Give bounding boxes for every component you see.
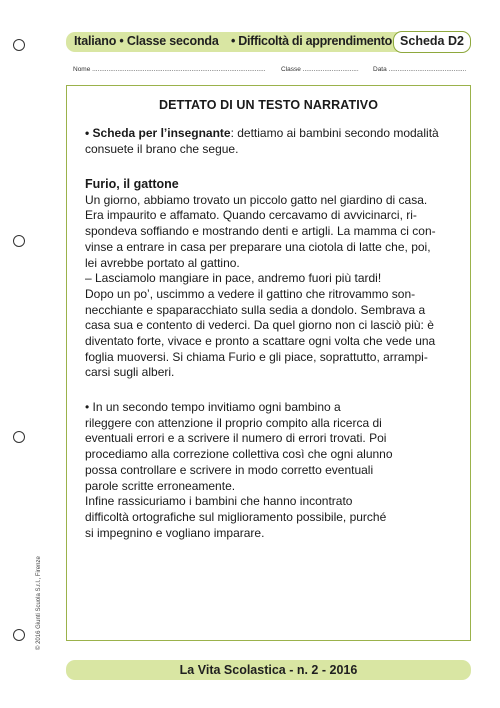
teacher-note <box>85 126 460 157</box>
story-line: lei avrebbe portato al gattino. <box>85 255 240 270</box>
date-field[interactable]: Data ........................................... <box>373 66 467 73</box>
story-line: Era impaurito e affamato. Quando cercavamo di avvicinarci, ri- <box>85 208 417 223</box>
teacher-note-label: • Scheda per l’insegnante <box>85 126 231 140</box>
instruction-line: Infine rassicuriamo i bambini che hanno incontrato <box>85 494 353 509</box>
instruction-line: eventuali errori e a scrivere il numero di errori trovati. Poi <box>85 431 387 446</box>
copyright-text: © 2016 Giunti Scuola S.r.l., Firenze <box>36 556 42 650</box>
page-title: DETTATO DI UN TESTO NARRATIVO <box>158 98 379 112</box>
story-title: Furio, il gattone <box>85 177 179 191</box>
instruction-line: procediamo alla correzione collettiva così che ogni alunno <box>85 447 393 462</box>
content-box <box>66 85 471 641</box>
story-line: – Lasciamolo mangiare in pace, andremo fuori più tardi! <box>85 271 382 286</box>
binder-hole <box>13 235 25 247</box>
story-line: necchiante e spaparacchiato sulla sedia a dondolo. Sembrava a <box>85 302 426 317</box>
footer-bar: La Vita Scolastica - n. 2 - 2016 <box>66 660 471 680</box>
instruction-line: rileggere con attenzione il proprio compito alla ricerca di <box>85 415 382 430</box>
instruction-line: • In un secondo tempo invitiamo ogni bambino a <box>85 400 341 414</box>
instruction-line: possa controllare e scrivere in modo corretto eventuali <box>85 462 374 477</box>
story-line: Dopo un po’, uscimmo a vedere il gattino che ritrovammo son- <box>85 286 416 301</box>
instruction-line: parole scritte erroneamente. <box>85 478 236 493</box>
story-line: diventato forte, vivace e pronto a scattare ogni volta che vede una <box>85 334 436 349</box>
binder-hole <box>13 39 25 51</box>
instruction-line: si impegnino e vogliano imparare. <box>85 525 265 540</box>
header-topic: • Difficoltà di apprendimento <box>231 34 392 48</box>
binder-hole <box>13 629 25 641</box>
instruction-line: difficoltà ortografiche sul miglioramento possibile, purché <box>85 509 387 524</box>
instructions <box>85 400 460 541</box>
story-line: vinse a entrare in casa per preparare una ciotola di latte che, poi, <box>85 239 431 254</box>
student-info-line <box>73 66 471 78</box>
story <box>85 177 460 381</box>
copyright-notice <box>36 550 46 650</box>
header-subject: Italiano • Classe seconda <box>74 34 219 48</box>
story-line: casa sua e contento di vederci. Da quel giorno non ci lasciò più: è <box>85 318 434 333</box>
class-field[interactable]: Classe ............................... <box>281 66 359 73</box>
header-bar <box>66 32 471 52</box>
story-line: spondeva soffiando e mostrando denti e artigli. La mamma ci con- <box>85 224 436 239</box>
binder-hole <box>13 431 25 443</box>
story-line: carsi sugli alberi. <box>85 365 175 380</box>
teacher-note-text: : dettiamo ai bambini secondo modalità consuete il brano che segue. <box>85 126 439 156</box>
story-line: Un giorno, abbiamo trovato un piccolo gatto nel giardino di casa. <box>85 192 428 207</box>
name-field[interactable]: Nome ................................................................................................ <box>73 66 266 73</box>
scheda-badge: Scheda D2 <box>393 31 471 53</box>
story-line: foglia muoversi. Si chiama Furio e gli piace, soprattutto, arrampi- <box>85 349 428 364</box>
